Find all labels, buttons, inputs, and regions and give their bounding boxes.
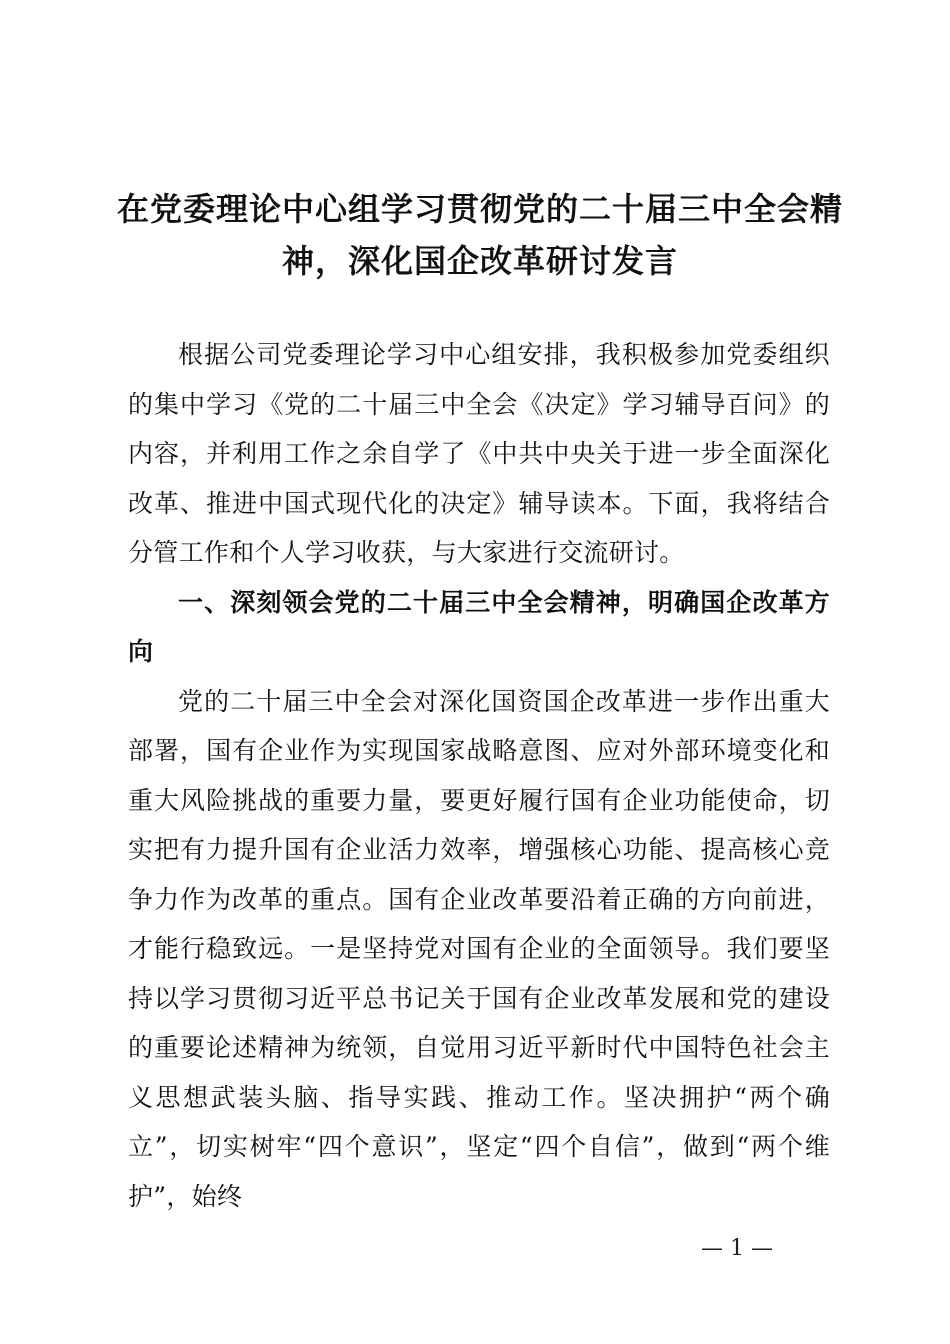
page-number: — 1 —: [701, 1236, 773, 1261]
document-body: [128, 330, 830, 1221]
page-footer: [0, 1236, 950, 1261]
section-1-paragraph: 党的二十届三中全会对深化国资国企改革进一步作出重大部署，国有企业作为实现国家战略意图、应对外部环境变化和重大风险挑战的重要力量，要更好履行国有企业功能使命，切实把有力提升国有企业活力效率，增强核心功能、提高核心竞争力作为改革的重点。国有企业改革要沿着正确的方向前进，才能行稳致远。一是坚持党对国有企业的全面领导。我们要坚持以学习贯彻习近平总书记关于国有企业改革发展和党的建设的重要论述精神为统领，自觉用习近平新时代中国特色社会主义思想武装头脑、指导实践、推动工作。坚决拥护“两个确立”，切实树牢“四个意识”，坚定“四个自信”，做到“两个维护”，始终: [128, 686, 830, 1211]
intro-paragraph: 根据公司党委理论学习中心组安排，我积极参加党委组织的集中学习《党的二十届三中全会《决定》学习辅导百问》的内容，并利用工作之余自学了《中共中央关于进一步全面深化改革、推进中国式现代化的决定》辅导读本。下面，我将结合分管工作和个人学习收获，与大家进行交流研讨。: [128, 340, 830, 567]
document-title: 在党委理论中心组学习贯彻党的二十届三中全会精神，深化国企改革研讨发言: [116, 190, 843, 280]
section-heading-1: 一、深刻领会党的二十届三中全会精神，明确国企改革方向: [128, 587, 830, 666]
